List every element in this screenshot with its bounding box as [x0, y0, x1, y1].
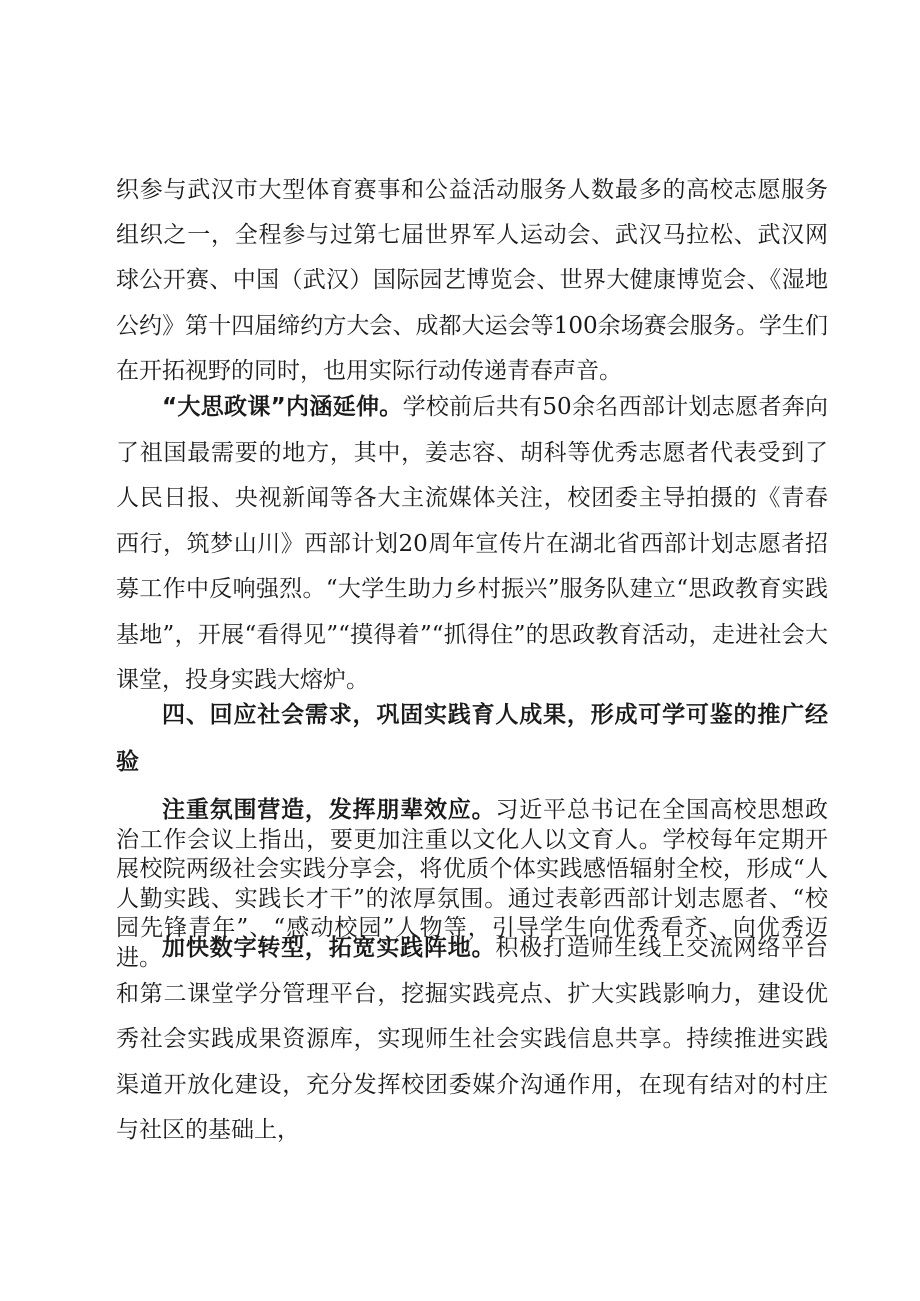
paragraph-body-text: 积极打造师生线上交流网络平台和第二课堂学分管理平台，挖掘实践亮点、扩大实践影响力，建设优秀社会实践成果资源库，实现师生社会实践信息共享。持续推进实践渠道开放化建设，充分发挥校团委媒介沟通作用，在现有结对的村庄与社区的基础上， — [116, 935, 829, 1143]
paragraph-lead-heading: 加快数字转型，拓宽实践阵地。 — [162, 935, 496, 961]
section-heading-4: 四、回应社会需求，巩固实践育人成果，形成可学可鉴的推广经验 — [116, 702, 828, 775]
paragraph-body-text: 习近平总书记在全国高校思想政治工作会议上指出，要更加注重以文化人以文育人。学校每年定期开展校院两级社会实践分享会，将优质个体实践感悟辐射全校，形成“人人勤实践、实践长才干”的浓厚氛围。通过表彰西部计划志愿者、“校园先锋青年”、“感动校园”人物等，引导学生向优秀看齐、向优秀迈进。 — [116, 797, 829, 971]
paragraph-body-text: 学校前后共有50余名西部计划志愿者奔向了祖国最需要的地方，其中，姜志容、胡科等优秀志愿者代表受到了人民日报、央视新闻等各大主流媒体关注，校团委主导拍摄的《青春西行，筑梦山川》西部计划20周年宣传片在湖北省西部计划志愿者招募工作中反响强烈。“大学生助力乡村振兴”服务队建立“思政教育实践基地”，开展“看得见”“摸得着”“抓得住”的思政教育活动，走进社会大课堂，投身实践大熔炉。 — [116, 394, 828, 693]
paragraph-digital-transformation — [116, 926, 828, 1154]
paragraph-volunteer-service: 织参与武汉市大型体育赛事和公益活动服务人数最多的高校志愿服务组织之一，全程参与过第七届世界军人运动会、武汉马拉松、武汉网球公开赛、中国（武汉）国际园艺博览会、世界大健康博览会、《湿地公约》第十四届缔约方大会、成都大运会等100余场赛会服务。学生们在开拓视野的同时，也用实际行动传递青春声音。 — [116, 177, 828, 384]
paragraph-ideological-course — [116, 385, 828, 704]
paragraph-lead-heading: “大思政课”内涵延伸。 — [162, 394, 403, 420]
paragraph-lead-heading: 注重氛围营造，发挥朋辈效应。 — [162, 797, 496, 823]
